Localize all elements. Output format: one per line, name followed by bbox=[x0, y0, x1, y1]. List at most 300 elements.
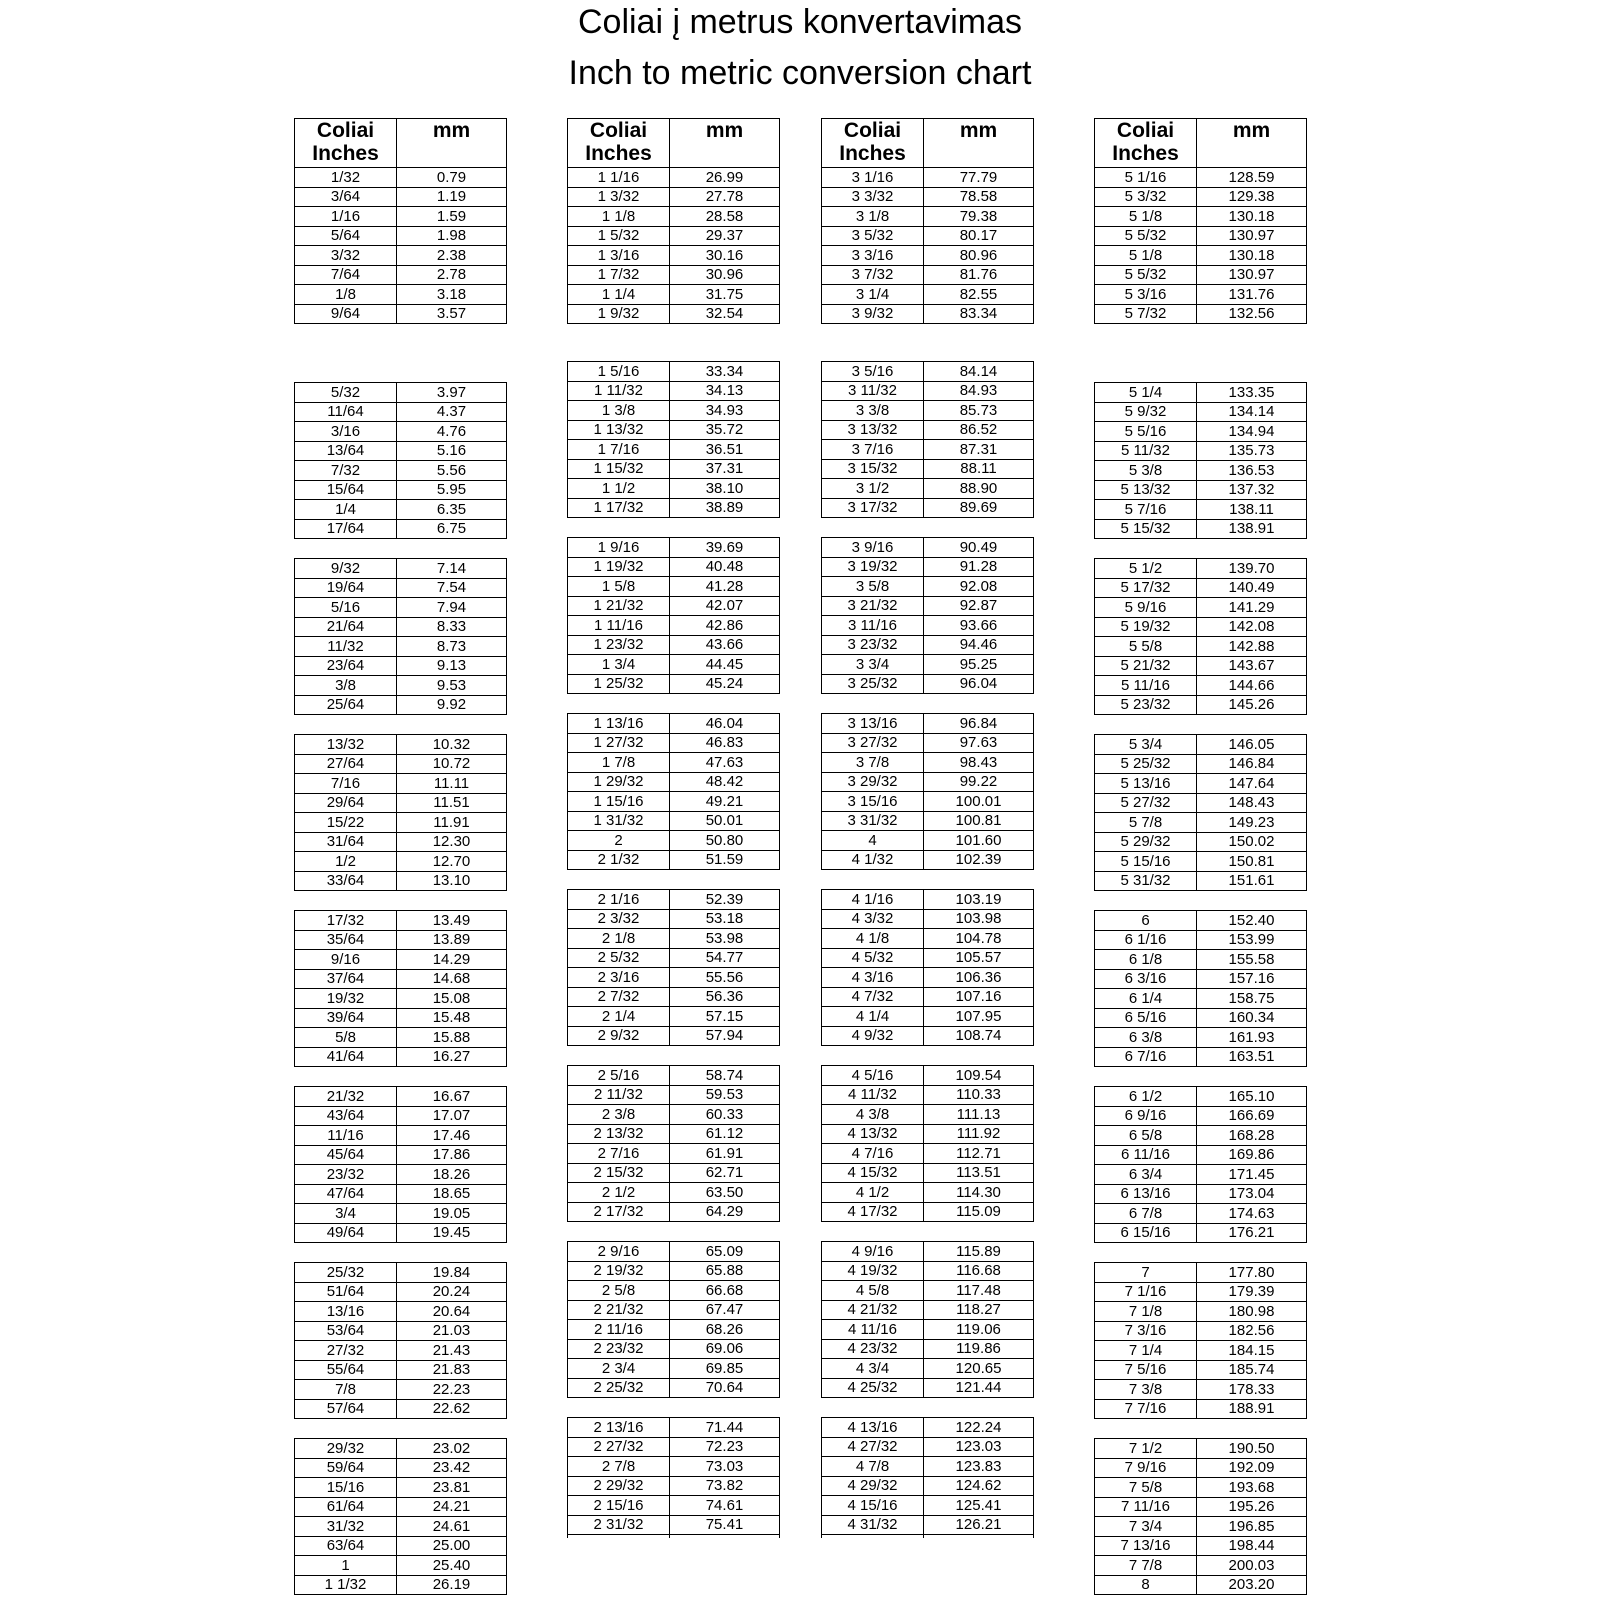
conversion-table bbox=[567, 1065, 780, 1222]
mm-value-cell: 118.27 bbox=[924, 1300, 1034, 1320]
inch-value-cell: 4 5/16 bbox=[822, 1066, 924, 1086]
inch-value-cell: 3 5/16 bbox=[822, 362, 924, 382]
inch-value-cell: 7 3/4 bbox=[1095, 1517, 1197, 1537]
mm-value-cell: 18.26 bbox=[397, 1165, 507, 1185]
mm-value-cell: 14.29 bbox=[397, 950, 507, 970]
conversion-table bbox=[821, 889, 1034, 1046]
inch-value-cell: 3 7/8 bbox=[822, 753, 924, 773]
mm-value-cell: 73.03 bbox=[670, 1457, 780, 1477]
table-row bbox=[1095, 774, 1307, 794]
inch-value-cell: 3/4 bbox=[295, 1204, 397, 1224]
mm-value-cell: 50.80 bbox=[670, 831, 780, 851]
table-row bbox=[1095, 1282, 1307, 1302]
mm-value-cell: 78.58 bbox=[924, 187, 1034, 207]
mm-value-cell: 34.13 bbox=[670, 381, 780, 401]
inch-value-cell: 7 3/16 bbox=[1095, 1321, 1197, 1341]
table-row bbox=[822, 557, 1034, 577]
inch-value-cell: 3/64 bbox=[295, 187, 397, 207]
inch-value-cell: 3 21/32 bbox=[822, 596, 924, 616]
mm-value-cell: 67.47 bbox=[670, 1300, 780, 1320]
mm-value-cell: 84.93 bbox=[924, 381, 1034, 401]
table-row bbox=[822, 381, 1034, 401]
inch-value-cell: 2 3/4 bbox=[568, 1359, 670, 1379]
mm-value-cell: 133.35 bbox=[1197, 383, 1307, 403]
table-row bbox=[822, 1515, 1034, 1535]
mm-value-cell: 93.66 bbox=[924, 616, 1034, 636]
inch-value-cell: 17/64 bbox=[295, 519, 397, 539]
mm-value-cell: 107.95 bbox=[924, 1007, 1034, 1027]
inch-value-cell: 7 1/4 bbox=[1095, 1341, 1197, 1361]
table-row bbox=[568, 459, 780, 479]
inch-value-cell: 3 1/8 bbox=[822, 207, 924, 227]
inch-value-cell: 4 7/16 bbox=[822, 1144, 924, 1164]
table-row bbox=[568, 479, 780, 499]
inch-value-cell: 3 11/32 bbox=[822, 381, 924, 401]
inch-value-cell: 61/64 bbox=[295, 1497, 397, 1517]
inch-value-cell: 5 27/32 bbox=[1095, 793, 1197, 813]
mm-value-cell: 4.76 bbox=[397, 422, 507, 442]
mm-value-cell: 200.03 bbox=[1197, 1556, 1307, 1576]
inch-value-cell: 2 3/32 bbox=[568, 909, 670, 929]
mm-value-cell: 15.08 bbox=[397, 989, 507, 1009]
inch-value-cell: 4 15/16 bbox=[822, 1496, 924, 1516]
inch-value-cell: 3 5/32 bbox=[822, 226, 924, 246]
mm-value-cell: 21.43 bbox=[397, 1341, 507, 1361]
mm-value-cell: 109.54 bbox=[924, 1066, 1034, 1086]
table-row bbox=[1095, 1204, 1307, 1224]
table-row bbox=[822, 890, 1034, 910]
inch-value-cell: 15/16 bbox=[295, 1478, 397, 1498]
mm-value-cell: 10.32 bbox=[397, 735, 507, 755]
table-row bbox=[1095, 852, 1307, 872]
table-row bbox=[1095, 383, 1307, 403]
mm-value-cell: 32.54 bbox=[670, 304, 780, 324]
inch-value-cell: 11/64 bbox=[295, 402, 397, 422]
conversion-table bbox=[1094, 118, 1307, 324]
inch-value-cell: 5 1/8 bbox=[1095, 246, 1197, 266]
table-row bbox=[1095, 402, 1307, 422]
table-row bbox=[1095, 989, 1307, 1009]
mm-value-cell: 85.73 bbox=[924, 401, 1034, 421]
table-row bbox=[295, 1302, 507, 1322]
mm-value-cell: 141.29 bbox=[1197, 598, 1307, 618]
mm-value-cell: 1.59 bbox=[397, 207, 507, 227]
table-row bbox=[568, 1144, 780, 1164]
mm-value-cell: 11.51 bbox=[397, 793, 507, 813]
inch-value-cell: 29/64 bbox=[295, 793, 397, 813]
inch-value-cell: 3 11/16 bbox=[822, 616, 924, 636]
inch-value-cell: 1 9/32 bbox=[568, 304, 670, 324]
mm-value-cell: 114.30 bbox=[924, 1183, 1034, 1203]
inch-value-cell: 1 27/32 bbox=[568, 733, 670, 753]
inch-value-cell: 1 3/8 bbox=[568, 401, 670, 421]
table-row bbox=[822, 304, 1034, 324]
mm-value-cell: 91.28 bbox=[924, 557, 1034, 577]
mm-value-cell: 115.09 bbox=[924, 1202, 1034, 1222]
inch-value-cell: 6 5/16 bbox=[1095, 1008, 1197, 1028]
inch-value-cell: 6 1/2 bbox=[1095, 1087, 1197, 1107]
inch-value-cell: 1 13/32 bbox=[568, 420, 670, 440]
inch-value-cell: 4 3/4 bbox=[822, 1359, 924, 1379]
mm-value-cell: 19.45 bbox=[397, 1223, 507, 1243]
table-row bbox=[568, 1007, 780, 1027]
table-row bbox=[295, 989, 507, 1009]
mm-value-cell: 5.95 bbox=[397, 480, 507, 500]
table-row bbox=[295, 1047, 507, 1067]
inch-value-cell: 6 1/16 bbox=[1095, 930, 1197, 950]
table-row bbox=[295, 1360, 507, 1380]
table-row bbox=[1095, 304, 1307, 324]
mm-value-cell: 108.74 bbox=[924, 1026, 1034, 1046]
inch-value-cell: 51/64 bbox=[295, 1282, 397, 1302]
table-row bbox=[822, 285, 1034, 305]
table-row bbox=[822, 1359, 1034, 1379]
table-row bbox=[1095, 461, 1307, 481]
inch-value-cell: 13/64 bbox=[295, 441, 397, 461]
table-row bbox=[568, 792, 780, 812]
table-row bbox=[568, 968, 780, 988]
mm-value-cell: 174.63 bbox=[1197, 1204, 1307, 1224]
table-row bbox=[822, 1281, 1034, 1301]
mm-value-cell: 73.82 bbox=[670, 1476, 780, 1496]
cut-off-cell bbox=[670, 1535, 780, 1539]
mm-value-cell: 143.67 bbox=[1197, 656, 1307, 676]
conversion-table bbox=[1094, 1086, 1307, 1243]
inch-value-cell: 7 13/16 bbox=[1095, 1536, 1197, 1556]
table-row bbox=[568, 1339, 780, 1359]
table-row bbox=[568, 381, 780, 401]
inch-value-cell: 5/64 bbox=[295, 226, 397, 246]
table-row bbox=[822, 811, 1034, 831]
table-row bbox=[822, 714, 1034, 734]
table-row bbox=[568, 616, 780, 636]
table-row bbox=[1095, 1360, 1307, 1380]
table-row bbox=[295, 617, 507, 637]
inch-value-cell: 2 1/2 bbox=[568, 1183, 670, 1203]
mm-value-cell: 6.75 bbox=[397, 519, 507, 539]
mm-value-cell: 105.57 bbox=[924, 948, 1034, 968]
mm-value-cell: 75.41 bbox=[670, 1515, 780, 1535]
table-row bbox=[295, 500, 507, 520]
table-row bbox=[568, 1359, 780, 1379]
table-row bbox=[822, 362, 1034, 382]
table-row bbox=[1095, 441, 1307, 461]
mm-value-cell: 188.91 bbox=[1197, 1399, 1307, 1419]
table-row bbox=[568, 226, 780, 246]
inch-value-cell: 7 9/16 bbox=[1095, 1458, 1197, 1478]
table-row bbox=[1095, 1145, 1307, 1165]
inch-value-cell: 49/64 bbox=[295, 1223, 397, 1243]
table-row bbox=[568, 265, 780, 285]
inch-value-cell: 4 1/32 bbox=[822, 850, 924, 870]
table-row bbox=[1095, 735, 1307, 755]
table-row bbox=[1095, 1263, 1307, 1283]
inch-value-cell: 25/32 bbox=[295, 1263, 397, 1283]
inch-value-cell: 3 1/16 bbox=[822, 168, 924, 188]
mm-value-cell: 128.59 bbox=[1197, 168, 1307, 188]
inch-value-cell: 3 19/32 bbox=[822, 557, 924, 577]
table-row bbox=[822, 909, 1034, 929]
inch-value-cell: 5 19/32 bbox=[1095, 617, 1197, 637]
table-row bbox=[1095, 1223, 1307, 1243]
mm-value-cell: 142.88 bbox=[1197, 637, 1307, 657]
mm-value-cell: 47.63 bbox=[670, 753, 780, 773]
table-row bbox=[1095, 559, 1307, 579]
mm-value-cell: 7.14 bbox=[397, 559, 507, 579]
inch-value-cell: 3 13/32 bbox=[822, 420, 924, 440]
inch-value-cell: 2 11/16 bbox=[568, 1320, 670, 1340]
inch-value-cell: 3 31/32 bbox=[822, 811, 924, 831]
inch-value-cell: 11/16 bbox=[295, 1126, 397, 1146]
table-row bbox=[1095, 813, 1307, 833]
mm-value-cell: 83.34 bbox=[924, 304, 1034, 324]
conversion-table bbox=[821, 1241, 1034, 1398]
inch-value-cell: 6 3/8 bbox=[1095, 1028, 1197, 1048]
inches-column-header bbox=[568, 119, 670, 168]
inch-value-cell: 4 11/16 bbox=[822, 1320, 924, 1340]
table-row bbox=[295, 1536, 507, 1556]
inch-value-cell: 15/64 bbox=[295, 480, 397, 500]
mm-value-cell: 84.14 bbox=[924, 362, 1034, 382]
mm-value-cell: 89.69 bbox=[924, 498, 1034, 518]
inch-value-cell: 4 29/32 bbox=[822, 1476, 924, 1496]
mm-value-cell: 20.64 bbox=[397, 1302, 507, 1322]
inch-value-cell: 2 11/32 bbox=[568, 1085, 670, 1105]
inch-value-cell: 4 9/16 bbox=[822, 1242, 924, 1262]
mm-value-cell: 166.69 bbox=[1197, 1106, 1307, 1126]
mm-value-cell: 18.65 bbox=[397, 1184, 507, 1204]
mm-value-cell: 80.96 bbox=[924, 246, 1034, 266]
table-row bbox=[295, 519, 507, 539]
inch-value-cell: 4 23/32 bbox=[822, 1339, 924, 1359]
inch-value-cell: 55/64 bbox=[295, 1360, 397, 1380]
inch-value-cell: 1 5/8 bbox=[568, 577, 670, 597]
mm-value-cell: 119.86 bbox=[924, 1339, 1034, 1359]
mm-value-cell: 46.83 bbox=[670, 733, 780, 753]
mm-value-cell: 30.16 bbox=[670, 246, 780, 266]
table-row bbox=[295, 637, 507, 657]
mm-value-cell: 179.39 bbox=[1197, 1282, 1307, 1302]
inch-value-cell: 1 1/4 bbox=[568, 285, 670, 305]
cut-off-cell bbox=[822, 1535, 924, 1539]
conversion-table bbox=[294, 118, 507, 324]
mm-value-cell: 161.93 bbox=[1197, 1028, 1307, 1048]
table-row bbox=[568, 557, 780, 577]
mm-value-cell: 119.06 bbox=[924, 1320, 1034, 1340]
table-row bbox=[568, 929, 780, 949]
inch-value-cell: 37/64 bbox=[295, 969, 397, 989]
inch-value-cell: 6 bbox=[1095, 911, 1197, 931]
inch-value-cell: 2 3/8 bbox=[568, 1105, 670, 1125]
table-row bbox=[568, 772, 780, 792]
mm-value-cell: 7.94 bbox=[397, 598, 507, 618]
mm-value-cell: 111.13 bbox=[924, 1105, 1034, 1125]
inch-value-cell: 3 3/16 bbox=[822, 246, 924, 266]
inch-value-cell: 1/2 bbox=[295, 852, 397, 872]
table-row bbox=[1095, 969, 1307, 989]
inch-value-cell: 3 27/32 bbox=[822, 733, 924, 753]
table-row bbox=[295, 656, 507, 676]
mm-value-cell: 113.51 bbox=[924, 1163, 1034, 1183]
table-row bbox=[822, 1339, 1034, 1359]
table-row bbox=[295, 1145, 507, 1165]
table-row bbox=[822, 929, 1034, 949]
table-row bbox=[822, 479, 1034, 499]
mm-value-cell: 96.84 bbox=[924, 714, 1034, 734]
inch-value-cell: 7 5/16 bbox=[1095, 1360, 1197, 1380]
table-row bbox=[295, 1184, 507, 1204]
mm-value-cell: 100.81 bbox=[924, 811, 1034, 831]
mm-value-cell: 57.94 bbox=[670, 1026, 780, 1046]
inch-value-cell: 5 11/32 bbox=[1095, 441, 1197, 461]
mm-value-cell: 11.91 bbox=[397, 813, 507, 833]
table-row bbox=[568, 420, 780, 440]
inch-value-cell: 5 1/16 bbox=[1095, 168, 1197, 188]
mm-value-cell: 55.56 bbox=[670, 968, 780, 988]
inch-value-cell: 23/64 bbox=[295, 656, 397, 676]
inch-value-cell: 33/64 bbox=[295, 871, 397, 891]
inch-value-cell: 5/8 bbox=[295, 1028, 397, 1048]
mm-value-cell: 137.32 bbox=[1197, 480, 1307, 500]
mm-value-cell: 39.69 bbox=[670, 538, 780, 558]
mm-value-cell: 88.90 bbox=[924, 479, 1034, 499]
mm-value-cell: 147.64 bbox=[1197, 774, 1307, 794]
mm-value-cell: 50.01 bbox=[670, 811, 780, 831]
table-row bbox=[822, 577, 1034, 597]
inch-value-cell: 5 5/8 bbox=[1095, 637, 1197, 657]
mm-value-cell: 110.33 bbox=[924, 1085, 1034, 1105]
table-row bbox=[1095, 1302, 1307, 1322]
conversion-table bbox=[1094, 734, 1307, 891]
table-row bbox=[1095, 226, 1307, 246]
table-row bbox=[1095, 1165, 1307, 1185]
inch-value-cell: 3 9/16 bbox=[822, 538, 924, 558]
inch-value-cell: 41/64 bbox=[295, 1047, 397, 1067]
inch-value-cell: 6 13/16 bbox=[1095, 1184, 1197, 1204]
table-row bbox=[568, 850, 780, 870]
table-row bbox=[822, 635, 1034, 655]
mm-value-cell: 192.09 bbox=[1197, 1458, 1307, 1478]
table-row bbox=[822, 459, 1034, 479]
inch-value-cell: 5 7/32 bbox=[1095, 304, 1197, 324]
table-row bbox=[1095, 637, 1307, 657]
table-row bbox=[568, 577, 780, 597]
mm-value-cell: 198.44 bbox=[1197, 1536, 1307, 1556]
inch-value-cell: 2 5/16 bbox=[568, 1066, 670, 1086]
table-row bbox=[295, 754, 507, 774]
inch-value-cell: 3 1/2 bbox=[822, 479, 924, 499]
table-row bbox=[568, 1261, 780, 1281]
mm-value-cell: 10.72 bbox=[397, 754, 507, 774]
mm-value-cell: 130.18 bbox=[1197, 246, 1307, 266]
mm-value-cell: 184.15 bbox=[1197, 1341, 1307, 1361]
mm-value-cell: 106.36 bbox=[924, 968, 1034, 988]
inch-value-cell: 1 7/16 bbox=[568, 440, 670, 460]
inch-value-cell: 7 7/8 bbox=[1095, 1556, 1197, 1576]
inch-value-cell: 1 9/16 bbox=[568, 538, 670, 558]
inches-header-lithuanian: Coliai bbox=[843, 119, 902, 142]
inch-value-cell: 21/32 bbox=[295, 1087, 397, 1107]
mm-value-cell: 131.76 bbox=[1197, 285, 1307, 305]
mm-value-cell: 16.27 bbox=[397, 1047, 507, 1067]
inch-value-cell: 8 bbox=[1095, 1575, 1197, 1595]
inch-value-cell: 31/64 bbox=[295, 832, 397, 852]
inch-value-cell: 2 31/32 bbox=[568, 1515, 670, 1535]
table-row bbox=[822, 1183, 1034, 1203]
inch-value-cell: 6 3/4 bbox=[1095, 1165, 1197, 1185]
inch-value-cell: 3 13/16 bbox=[822, 714, 924, 734]
mm-value-cell: 42.86 bbox=[670, 616, 780, 636]
mm-value-cell: 97.63 bbox=[924, 733, 1034, 753]
table-row bbox=[1095, 1517, 1307, 1537]
inch-value-cell: 2 15/16 bbox=[568, 1496, 670, 1516]
inch-value-cell: 1 17/32 bbox=[568, 498, 670, 518]
inch-value-cell: 7 7/16 bbox=[1095, 1399, 1197, 1419]
inch-value-cell: 6 1/4 bbox=[1095, 989, 1197, 1009]
conversion-table bbox=[1094, 1438, 1307, 1595]
mm-value-cell: 149.23 bbox=[1197, 813, 1307, 833]
table-row bbox=[1095, 1321, 1307, 1341]
inch-value-cell: 39/64 bbox=[295, 1008, 397, 1028]
inches-column-header bbox=[822, 119, 924, 168]
mm-value-cell: 27.78 bbox=[670, 187, 780, 207]
mm-value-cell: 82.55 bbox=[924, 285, 1034, 305]
inch-value-cell: 2 23/32 bbox=[568, 1339, 670, 1359]
table-header-row bbox=[295, 119, 507, 168]
inch-value-cell: 2 13/32 bbox=[568, 1124, 670, 1144]
mm-value-cell: 0.79 bbox=[397, 168, 507, 188]
table-row bbox=[1095, 1439, 1307, 1459]
inch-value-cell: 1/32 bbox=[295, 168, 397, 188]
inch-value-cell: 1 5/32 bbox=[568, 226, 670, 246]
mm-value-cell: 15.88 bbox=[397, 1028, 507, 1048]
table-row bbox=[822, 1242, 1034, 1262]
mm-value-cell: 24.21 bbox=[397, 1497, 507, 1517]
table-row bbox=[295, 265, 507, 285]
table-row bbox=[822, 733, 1034, 753]
inch-value-cell: 1 7/8 bbox=[568, 753, 670, 773]
table-row bbox=[1095, 480, 1307, 500]
table-row bbox=[1095, 1478, 1307, 1498]
inch-value-cell: 3/8 bbox=[295, 676, 397, 696]
mm-value-cell: 101.60 bbox=[924, 831, 1034, 851]
inch-value-cell: 5 23/32 bbox=[1095, 695, 1197, 715]
mm-value-cell: 57.15 bbox=[670, 1007, 780, 1027]
mm-value-cell: 103.98 bbox=[924, 909, 1034, 929]
table-row bbox=[568, 187, 780, 207]
inch-value-cell: 2 29/32 bbox=[568, 1476, 670, 1496]
table-row bbox=[568, 674, 780, 694]
table-row bbox=[568, 1457, 780, 1477]
inch-value-cell: 5 3/32 bbox=[1095, 187, 1197, 207]
inch-value-cell: 1 31/32 bbox=[568, 811, 670, 831]
inch-value-cell: 3 1/4 bbox=[822, 285, 924, 305]
inch-value-cell: 17/32 bbox=[295, 911, 397, 931]
table-row bbox=[1095, 265, 1307, 285]
table-row bbox=[568, 1515, 780, 1535]
inch-value-cell: 13/32 bbox=[295, 735, 397, 755]
mm-value-cell: 115.89 bbox=[924, 1242, 1034, 1262]
inch-value-cell: 1 13/16 bbox=[568, 714, 670, 734]
mm-value-cell: 81.76 bbox=[924, 265, 1034, 285]
mm-value-cell: 193.68 bbox=[1197, 1478, 1307, 1498]
mm-value-cell: 129.38 bbox=[1197, 187, 1307, 207]
table-row bbox=[1095, 1087, 1307, 1107]
table-row bbox=[1095, 871, 1307, 891]
table-row bbox=[295, 207, 507, 227]
inch-value-cell: 57/64 bbox=[295, 1399, 397, 1419]
table-row bbox=[568, 948, 780, 968]
